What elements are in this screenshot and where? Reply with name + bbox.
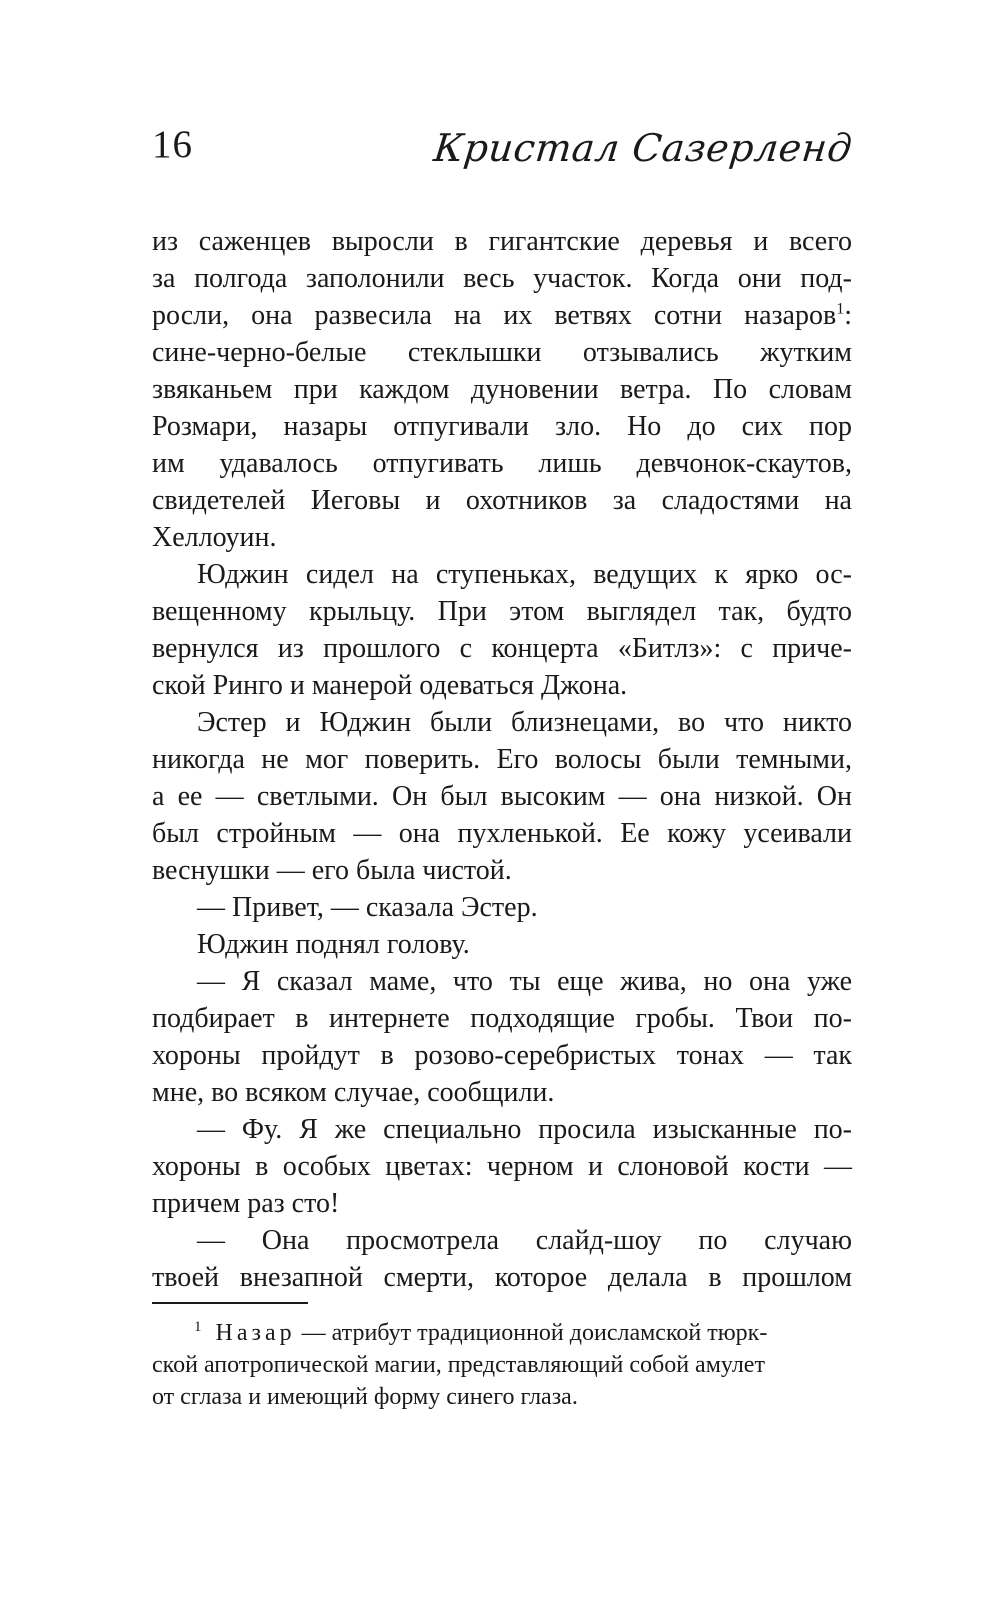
text-line: сине-черно-белые стеклышки отзывались жутким bbox=[152, 337, 852, 368]
text-line: хороны пройдут в розово-серебристых тонах — так bbox=[152, 1040, 852, 1071]
text-line: им удавалось отпугивать лишь девчонок-скаутов, bbox=[152, 448, 852, 479]
text-line: вернулся из прошлого с концерта «Битлз»: с приче- bbox=[152, 633, 852, 664]
footnote-number: 1 bbox=[194, 1319, 202, 1335]
text-line: Эстер и Юджин были близнецами, во что никто bbox=[197, 707, 852, 738]
footnote-text: — атрибут традиционной доисламской тюрк- bbox=[295, 1320, 768, 1346]
text-line: — Я сказал маме, что ты еще жива, но она уже bbox=[197, 966, 852, 997]
running-head-author: Кристал Сазерленд bbox=[431, 126, 855, 170]
footnote-line: ской апотропической магии, представляющий собой амулет bbox=[152, 1352, 765, 1378]
text-line: — Она просмотрела слайд-шоу по случаю bbox=[197, 1225, 852, 1256]
footnote-line: от сглаза и имеющий форму синего глаза. bbox=[152, 1384, 578, 1410]
text-line: Хеллоуин. bbox=[152, 522, 277, 553]
text-line bbox=[152, 297, 852, 334]
page-number: 16 bbox=[152, 123, 193, 166]
text-line: за полгода заполонили весь участок. Когда они под- bbox=[152, 263, 852, 294]
text-line: звяканьем при каждом дуновении ветра. По словам bbox=[152, 374, 852, 405]
footnote-divider bbox=[152, 1302, 308, 1304]
text-line-part: росли, она развесила на их ветвях сотни назаров bbox=[152, 300, 837, 331]
text-line: твоей внезапной смерти, которое делала в прошлом bbox=[152, 1262, 852, 1293]
text-line: свидетелей Иеговы и охотников за сладостями на bbox=[152, 485, 852, 516]
text-line: был стройным — она пухленькой. Ее кожу усеивали bbox=[152, 818, 852, 849]
text-line: подбирает в интернете подходящие гробы. Твои по- bbox=[152, 1003, 852, 1034]
text-line: — Привет, — сказала Эстер. bbox=[197, 892, 538, 923]
text-line: вещенному крыльцу. При этом выглядел так, будто bbox=[152, 596, 852, 627]
footnote-term: Назар bbox=[215, 1320, 296, 1346]
body-text bbox=[152, 223, 852, 1296]
footnotes bbox=[152, 1317, 852, 1413]
footnote-line bbox=[152, 1317, 852, 1349]
text-line: никогда не мог поверить. Его волосы были темными, bbox=[152, 744, 852, 775]
text-line: из саженцев выросли в гигантские деревья и всего bbox=[152, 226, 852, 257]
text-line: мне, во всяком случае, сообщили. bbox=[152, 1077, 555, 1108]
text-line: Юджин сидел на ступеньках, ведущих к ярко ос- bbox=[197, 559, 852, 590]
text-line: Розмари, назары отпугивали зло. Но до сих пор bbox=[152, 411, 852, 442]
text-line: ской Ринго и манерой одеваться Джона. bbox=[152, 670, 628, 701]
text-line: веснушки — его была чистой. bbox=[152, 855, 512, 886]
text-line: Юджин поднял голову. bbox=[197, 929, 470, 960]
text-line: — Фу. Я же специально просила изысканные по- bbox=[197, 1114, 852, 1145]
footnote-reference[interactable]: 1 bbox=[836, 300, 845, 318]
text-line: хороны в особых цветах: черном и слоновой кости — bbox=[152, 1151, 852, 1182]
text-line: причем раз сто! bbox=[152, 1188, 340, 1219]
footnote-reference-suffix: : bbox=[844, 300, 852, 331]
text-line: а ее — светлыми. Он был высоким — она низкой. Он bbox=[152, 781, 852, 812]
